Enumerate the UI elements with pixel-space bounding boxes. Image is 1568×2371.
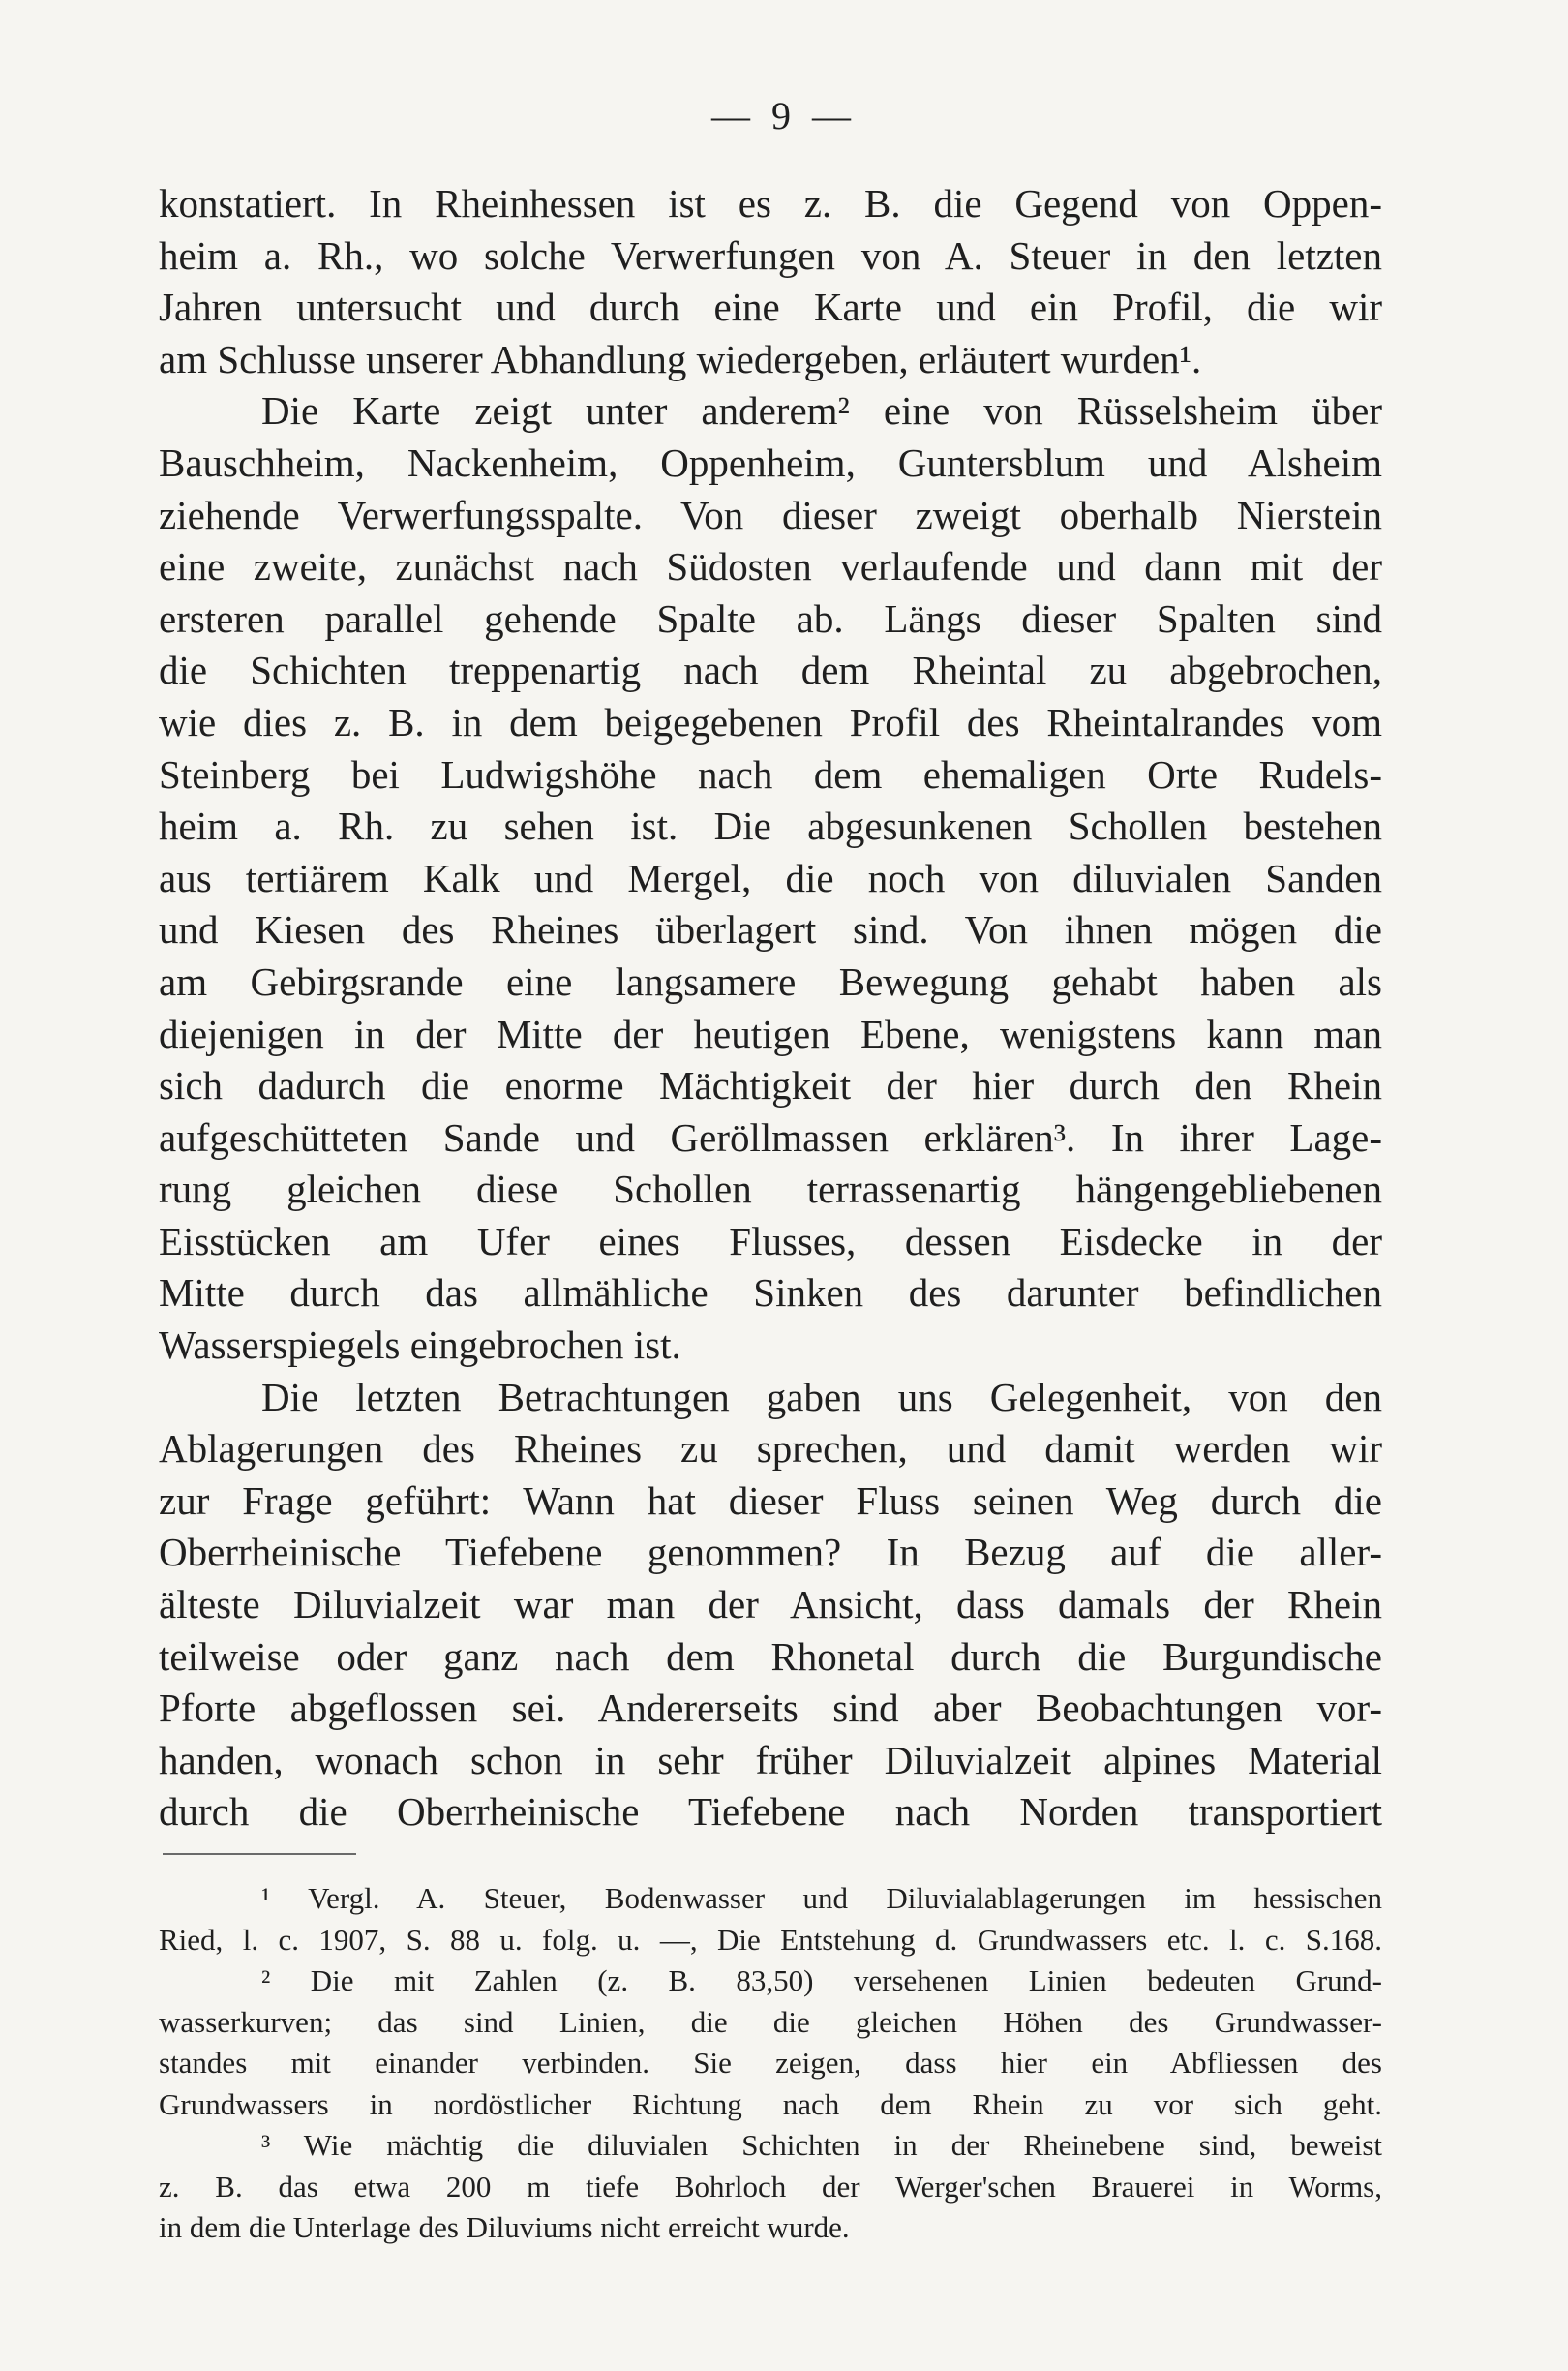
footnote-line: ³ Wie mächtig die diluvialen Schichten in der Rheinebene sind, beweist	[261, 2128, 1382, 2162]
text-line: handen, wonach schon in sehr früher Diluvialzeit alpines Material	[159, 1737, 1382, 1782]
footnote-line: Grundwassers in nordöstlicher Richtung nach dem Rhein zu vor sich geht.	[159, 2086, 1382, 2121]
text-line: heim a. Rh., wo solche Verwerfungen von A. Steuer in den letzten	[159, 232, 1382, 278]
text-line: Die letzten Betrachtungen gaben uns Gelegenheit, von den	[261, 1374, 1382, 1419]
text-line: am Schlusse unserer Abhandlung wiedergeben, erläutert wurden¹.	[159, 336, 1202, 381]
text-line: Jahren untersucht und durch eine Karte und ein Profil, die wir	[159, 285, 1382, 330]
footnote-line: in dem die Unterlage des Diluviums nicht erreicht wurde.	[159, 2210, 850, 2244]
text-line: heim a. Rh. zu sehen ist. Die abgesunkenen Schollen bestehen	[159, 804, 1382, 849]
text-line: sich dadurch die enorme Mächtigkeit der hier durch den Rhein	[159, 1063, 1382, 1109]
text-line: Oberrheinische Tiefebene genommen? In Bezug auf die aller-	[159, 1530, 1382, 1575]
text-line: konstatiert. In Rheinhessen ist es z. B. die Gegend von Oppen-	[159, 181, 1382, 226]
text-line: Wasserspiegels eingebrochen ist.	[159, 1322, 681, 1368]
text-line: aufgeschütteten Sande und Geröllmassen erklären³. In ihrer Lage-	[159, 1114, 1382, 1160]
text-line: durch die Oberrheinische Tiefebene nach Norden transportiert	[159, 1789, 1382, 1835]
footnote-line: Ried, l. c. 1907, S. 88 u. folg. u. —, Die Entstehung d. Grundwassers etc. l. c. S.168.	[159, 1922, 1382, 1957]
text-line: ersteren parallel gehende Spalte ab. Längs dieser Spalten sind	[159, 595, 1382, 641]
text-line: Ablagerungen des Rheines zu sprechen, und damit werden wir	[159, 1426, 1382, 1472]
page-number: — 9 —	[711, 94, 857, 137]
text-line: teilweise oder ganz nach dem Rhonetal durch die Burgundische	[159, 1633, 1382, 1679]
footnote-line: z. B. das etwa 200 m tiefe Bohrloch der Werger'schen Brauerei in Worms,	[159, 2169, 1382, 2204]
text-line: zur Frage geführt: Wann hat dieser Fluss seinen Weg durch die	[159, 1477, 1382, 1523]
main-text	[159, 178, 1382, 1839]
text-line: rung gleichen diese Schollen terrassenartig hängengebliebenen	[159, 1167, 1382, 1212]
text-line: älteste Diluvialzeit war man der Ansicht, dass damals der Rhein	[159, 1582, 1382, 1627]
footnote-line: wasserkurven; das sind Linien, die die gleichen Höhen des Grundwasser-	[159, 2004, 1382, 2039]
text-line: wie dies z. B. in dem beigegebenen Profil des Rheintalrandes vom	[159, 699, 1382, 745]
text-line: eine zweite, zunächst nach Südosten verlaufende und dann mit der	[159, 544, 1382, 590]
footnote-line: ² Die mit Zahlen (z. B. 83,50) versehenen Linien bedeuten Grund-	[261, 1963, 1382, 1997]
text-line: aus tertiärem Kalk und Mergel, die noch von diluvialen Sanden	[159, 855, 1382, 900]
text-line: Mitte durch das allmähliche Sinken des darunter befindlichen	[159, 1270, 1382, 1316]
text-line: Die Karte zeigt unter anderem² eine von Rüsselsheim über	[261, 388, 1382, 434]
text-line: Pforte abgeflossen sei. Andererseits sind aber Beobachtungen vor-	[159, 1686, 1382, 1731]
text-line: Bauschheim, Nackenheim, Oppenheim, Guntersblum und Alsheim	[159, 440, 1382, 485]
footnote-line: ¹ Vergl. A. Steuer, Bodenwasser und Diluvialablagerungen im hessischen	[261, 1881, 1382, 1915]
text-line: am Gebirgsrande eine langsamere Bewegung gehabt haben als	[159, 958, 1382, 1004]
text-line: diejenigen in der Mitte der heutigen Ebene, wenigstens kann man	[159, 1011, 1382, 1056]
footnotes	[159, 1878, 1382, 2249]
footnote-divider	[163, 1853, 356, 1855]
text-line: ziehende Verwerfungsspalte. Von dieser zweigt oberhalb Nierstein	[159, 492, 1382, 537]
text-line: die Schichten treppenartig nach dem Rheintal zu abgebrochen,	[159, 648, 1382, 693]
text-line: und Kiesen des Rheines überlagert sind. Von ihnen mögen die	[159, 907, 1382, 953]
footnote-line: standes mit einander verbinden. Sie zeigen, dass hier ein Abfliessen des	[159, 2046, 1382, 2080]
text-line: Eisstücken am Ufer eines Flusses, dessen Eisdecke in der	[159, 1218, 1382, 1263]
text-line: Steinberg bei Ludwigshöhe nach dem ehemaligen Orte Rudels-	[159, 751, 1382, 797]
